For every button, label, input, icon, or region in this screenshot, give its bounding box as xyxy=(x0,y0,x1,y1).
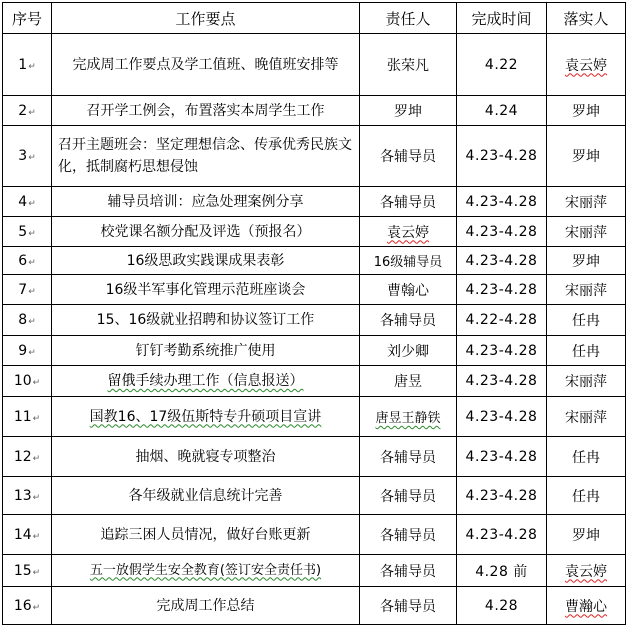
row-owner: 罗坤 xyxy=(360,96,457,126)
table-row xyxy=(3,477,626,515)
row-num: 5 xyxy=(18,223,28,240)
row-impl: 曹瀚心 xyxy=(565,598,607,615)
row-owner: 各辅导员 xyxy=(360,515,457,555)
paragraph-mark-icon: ↵ xyxy=(32,567,41,578)
table-row xyxy=(3,366,626,397)
row-impl: 任冉 xyxy=(547,305,626,336)
row-num: 7 xyxy=(18,281,28,298)
header-impl: 落实人 xyxy=(547,3,626,34)
row-num: 13 xyxy=(13,487,32,504)
row-task: 五一放假学生安全教育(签订安全责任书) xyxy=(89,562,322,578)
paragraph-mark-icon: ↵ xyxy=(28,198,36,209)
row-time: 4.23-4.28 xyxy=(457,477,547,515)
table-row xyxy=(3,247,626,275)
row-owner: 各辅导员 xyxy=(360,126,457,187)
row-task: 完成周工作要点及学工值班、晚值班安排等 xyxy=(52,34,360,96)
work-plan-table xyxy=(2,2,626,625)
row-task: 各年级就业信息统计完善 xyxy=(52,477,360,515)
header-owner: 责任人 xyxy=(360,3,457,34)
header-row xyxy=(3,3,626,34)
row-impl: 宋丽萍 xyxy=(547,275,626,305)
row-num: 1 xyxy=(18,56,28,73)
row-impl: 罗坤 xyxy=(547,126,626,187)
row-num: 8 xyxy=(18,312,28,328)
paragraph-mark-icon: ↵ xyxy=(32,531,41,542)
table-row xyxy=(3,275,626,305)
row-task: 召开主题班会：坚定理想信念、传承优秀民族文化，抵制腐朽思想侵蚀 xyxy=(52,126,360,187)
row-owner: 各辅导员 xyxy=(360,305,457,336)
table-row xyxy=(3,126,626,187)
row-time: 4.24 xyxy=(457,96,547,126)
work-plan-table-container xyxy=(2,2,626,625)
row-num: 14 xyxy=(13,526,32,543)
row-time: 4.23-4.28 xyxy=(457,366,547,397)
paragraph-mark-icon: ↵ xyxy=(32,602,41,613)
row-time: 4.23-4.28 xyxy=(457,515,547,555)
paragraph-mark-icon: ↵ xyxy=(28,317,36,327)
row-task: 15、16级就业招聘和协议签订工作 xyxy=(52,305,360,336)
row-owner: 刘少卿 xyxy=(360,336,457,366)
row-owner: 张荣凡 xyxy=(360,34,457,96)
row-impl: 宋丽萍 xyxy=(547,187,626,217)
header-task: 工作要点 xyxy=(52,3,360,34)
header-time: 完成时间 xyxy=(457,3,547,34)
table-row xyxy=(3,187,626,217)
row-time: 4.23-4.28 xyxy=(457,187,547,217)
row-task: 召开学工例会，布置落实本周学生工作 xyxy=(52,96,360,126)
paragraph-mark-icon: ↵ xyxy=(28,347,36,358)
row-impl: 宋丽萍 xyxy=(547,397,626,437)
row-impl: 袁云婷 xyxy=(565,563,607,580)
paragraph-mark-icon: ↵ xyxy=(28,107,36,118)
row-impl: 宋丽萍 xyxy=(547,217,626,247)
row-owner: 16级辅导员 xyxy=(360,247,457,275)
row-num: 16 xyxy=(13,597,32,614)
row-impl: 罗坤 xyxy=(547,247,626,275)
row-owner: 曹翰心 xyxy=(360,275,457,305)
row-num: 3 xyxy=(18,148,28,164)
row-owner: 各辅导员 xyxy=(360,587,457,625)
row-task: 国教16、17级伍斯特专升硕项目宣讲 xyxy=(89,408,322,425)
row-time: 4.22-4.28 xyxy=(457,305,547,336)
paragraph-mark-icon: ↵ xyxy=(28,61,36,72)
paragraph-mark-icon: ↵ xyxy=(32,492,41,503)
row-owner: 唐昱 xyxy=(360,366,457,397)
row-num: 10 xyxy=(13,373,32,389)
row-task: 追踪三困人员情况，做好台账更新 xyxy=(52,515,360,555)
row-owner: 各辅导员 xyxy=(360,187,457,217)
row-num: 11 xyxy=(13,408,32,425)
row-num: 12 xyxy=(13,448,32,465)
row-num: 15 xyxy=(13,562,32,579)
row-num: 6 xyxy=(18,252,28,269)
row-time: 4.22 xyxy=(457,34,547,96)
row-time: 4.23-4.28 xyxy=(457,397,547,437)
table-row xyxy=(3,437,626,477)
row-task: 完成周工作总结 xyxy=(52,587,360,625)
row-time: 4.23-4.28 xyxy=(457,437,547,477)
row-impl: 宋丽萍 xyxy=(547,366,626,397)
row-task: 16级半军事化管理示范班座谈会 xyxy=(52,275,360,305)
row-time: 4.23-4.28 xyxy=(457,247,547,275)
row-impl: 罗坤 xyxy=(547,515,626,555)
row-impl: 任冉 xyxy=(547,336,626,366)
paragraph-mark-icon: ↵ xyxy=(32,378,41,388)
table-row xyxy=(3,555,626,587)
paragraph-mark-icon: ↵ xyxy=(32,453,41,464)
row-owner: 唐昱王静铁 xyxy=(375,411,441,426)
row-task: 16级思政实践课成果表彰 xyxy=(52,247,360,275)
paragraph-mark-icon: ↵ xyxy=(28,257,36,268)
row-owner: 各辅导员 xyxy=(360,555,457,587)
row-task: 辅导员培训：应急处理案例分享 xyxy=(52,187,360,217)
table-row xyxy=(3,336,626,366)
row-time: 4.23-4.28 xyxy=(457,336,547,366)
row-time: 4.23-4.28 xyxy=(457,126,547,187)
table-row xyxy=(3,515,626,555)
paragraph-mark-icon: ↵ xyxy=(28,153,36,163)
row-impl: 罗坤 xyxy=(547,96,626,126)
table-row xyxy=(3,587,626,625)
row-impl: 任冉 xyxy=(547,477,626,515)
row-impl: 任冉 xyxy=(547,437,626,477)
table-row xyxy=(3,305,626,336)
row-task: 留俄手续办理工作（信息报送） xyxy=(107,373,304,389)
row-time: 4.23-4.28 xyxy=(457,275,547,305)
row-num: 9 xyxy=(18,342,28,359)
paragraph-mark-icon: ↵ xyxy=(28,228,36,239)
row-time: 4.23-4.28 xyxy=(457,217,547,247)
paragraph-mark-icon: ↵ xyxy=(32,413,41,424)
row-num: 2 xyxy=(18,102,28,119)
row-owner: 各辅导员 xyxy=(360,477,457,515)
paragraph-mark-icon: ↵ xyxy=(28,286,36,297)
row-owner: 袁云婷 xyxy=(387,224,429,241)
row-task: 钉钉考勤系统推广使用 xyxy=(52,336,360,366)
table-row xyxy=(3,34,626,96)
header-num: 序号 xyxy=(3,3,52,34)
row-num: 4 xyxy=(18,193,28,210)
table-row xyxy=(3,96,626,126)
row-task: 抽烟、晚就寝专项整治 xyxy=(52,437,360,477)
row-task: 校党课名额分配及评选（预报名） xyxy=(52,217,360,247)
table-row xyxy=(3,217,626,247)
row-impl: 袁云婷 xyxy=(565,57,607,74)
row-time: 4.28 xyxy=(457,587,547,625)
row-time: 4.28 前 xyxy=(457,555,547,587)
row-owner: 各辅导员 xyxy=(360,437,457,477)
table-row xyxy=(3,397,626,437)
